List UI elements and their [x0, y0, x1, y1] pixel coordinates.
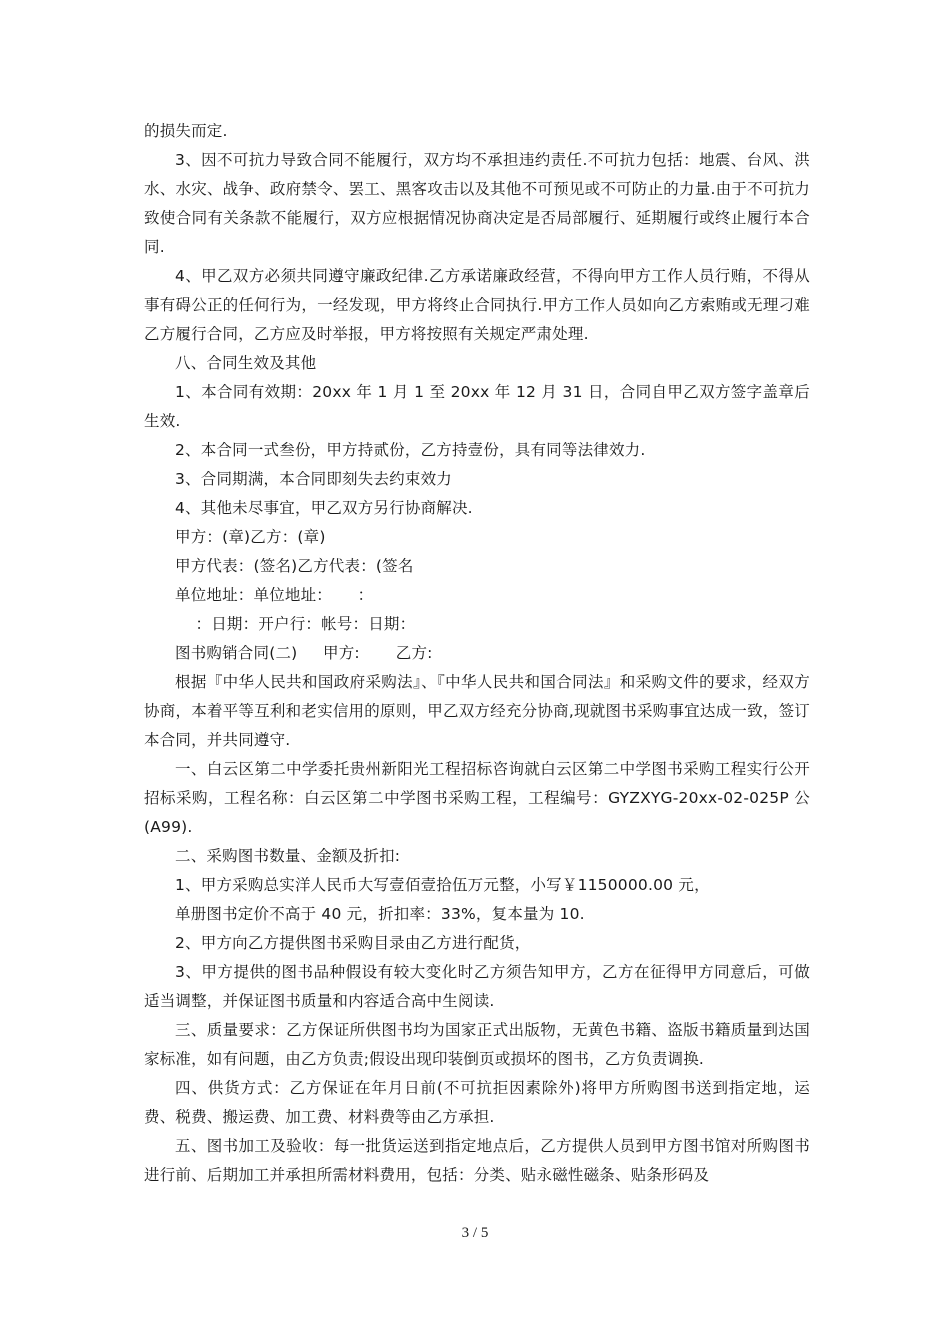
paragraph: 四、供货方式：乙方保证在年月日前(不可抗拒因素除外)将甲方所购图书送到指定地，运费、税费、搬运费、加工费、材料费等由乙方承担.: [144, 1079, 810, 1126]
paragraph: 二、采购图书数量、金额及折扣:: [175, 847, 401, 865]
document-body: [144, 117, 810, 1190]
paragraph: 三、质量要求：乙方保证所供图书均为国家正式出版物，无黄色书籍、盗版书籍质量到达国家标准，如有问题，由乙方负责;假设出现印装倒页或损坏的图书，乙方负责调换.: [144, 1021, 810, 1068]
paragraph: 单册图书定价不高于 40 元，折扣率：33%，复本量为 10.: [175, 905, 585, 923]
paragraph: 4、甲乙双方必须共同遵守廉政纪律.乙方承诺廉政经营，不得向甲方工作人员行贿，不得从事有碍公正的任何行为，一经发现，甲方将终止合同执行.甲方工作人员如向乙方索贿或无理刁难乙方履行合同，乙方应及时举报，甲方将按照有关规定严肃处理.: [144, 267, 810, 343]
paragraph: 的损失而定.: [144, 122, 228, 140]
paragraph: 3、因不可抗力导致合同不能履行，双方均不承担违约责任.不可抗力包括：地震、台风、洪水、水灾、战争、政府禁令、罢工、黑客攻击以及其他不可预见或不可防止的力量.由于不可抗力致使合同有关条款不能履行，双方应根据情况协商决定是否局部履行、延期履行或终止履行本合同.: [144, 151, 810, 256]
paragraph: 五、图书加工及验收：每一批货运送到指定地点后，乙方提供人员到甲方图书馆对所购图书进行前、后期加工并承担所需材料费用，包括：分类、贴永磁性磁条、贴条形码及: [144, 1137, 810, 1184]
paragraph: 1、甲方采购总实洋人民币大写壹佰壹拾伍万元整，小写￥1150000.00 元，: [175, 876, 710, 894]
paragraph: 甲方：(章)乙方：(章): [175, 528, 326, 546]
paragraph: 1、本合同有效期：20xx 年 1 月 1 至 20xx 年 12 月 31 日，合同自甲乙双方签字盖章后生效.: [144, 383, 810, 430]
paragraph: 一、白云区第二中学委托贵州新阳光工程招标咨询就白云区第二中学图书采购工程实行公开招标采购，工程名称：白云区第二中学图书采购工程，工程编号：GYZXYG-20xx-02-025P 公(A99).: [144, 760, 810, 836]
paragraph: 4、其他未尽事宜，甲乙双方另行协商解决.: [175, 499, 473, 517]
paragraph: 3、合同期满，本合同即刻失去约束效力: [175, 470, 452, 488]
paragraph: 甲方代表：(签名)乙方代表：(签名: [175, 557, 414, 575]
paragraph: 3、甲方提供的图书品种假设有较大变化时乙方须告知甲方，乙方在征得甲方同意后，可做适当调整，并保证图书质量和内容适合高中生阅读.: [144, 963, 810, 1010]
paragraph: 图书购销合同(二) 甲方: 乙方:: [175, 644, 433, 662]
paragraph: 2、甲方向乙方提供图书采购目录由乙方进行配货，: [175, 934, 531, 952]
paragraph: 单位地址：单位地址： ：: [175, 586, 374, 604]
page-number: 3 / 5: [461, 1225, 489, 1241]
paragraph: 八、合同生效及其他: [175, 354, 317, 372]
paragraph: ：日期：开户行：帐号：日期：: [175, 615, 416, 633]
paragraph: 根据『中华人民共和国政府采购法』、『中华人民共和国合同法』和采购文件的要求，经双方协商，本着平等互利和老实信用的原则，甲乙双方经充分协商,现就图书采购事宜达成一致，签订本合同，并共同遵守.: [144, 673, 810, 749]
paragraph: 2、本合同一式叁份，甲方持贰份，乙方持壹份，具有同等法律效力.: [175, 441, 646, 459]
